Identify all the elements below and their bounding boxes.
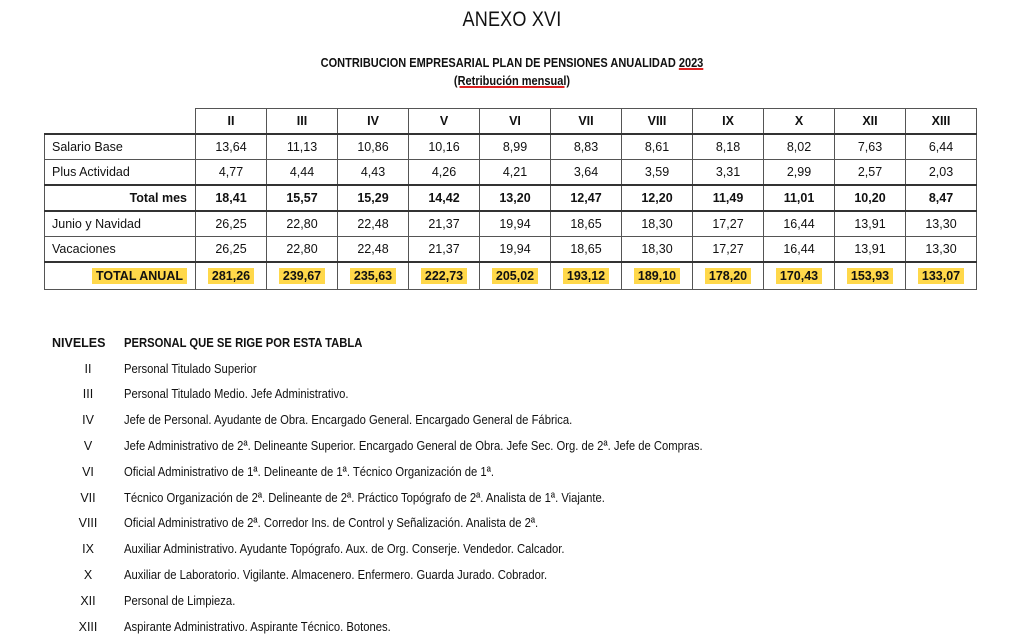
row-label: Plus Actividad <box>45 160 196 186</box>
total-value: 239,67 <box>279 268 325 284</box>
list-item <box>52 536 767 562</box>
level-desc: Oficial Administrativo de 2ª. Corredor Ins. de Control y Señalización. Analista de 2ª. <box>124 516 539 531</box>
table-cell: 18,65 <box>551 237 622 263</box>
level-code: XIII <box>78 619 98 634</box>
table-cell: 13,20 <box>480 185 551 211</box>
table-cell: 18,30 <box>622 237 693 263</box>
total-value: 235,63 <box>350 268 396 284</box>
table-row-salario-base <box>45 134 977 160</box>
table-cell: 8,18 <box>693 134 764 160</box>
table-cell: 22,80 <box>267 237 338 263</box>
level-code: XII <box>80 593 96 608</box>
subtitle-text: (Retribución mensual) <box>453 74 571 88</box>
col-header: IX <box>693 109 764 135</box>
level-desc: Jefe Administrativo de 2ª. Delineante Superior. Encargado General de Obra. Jefe Sec. Org. de 2ª. Jefe de Compras. <box>124 439 703 454</box>
table-cell: 21,37 <box>409 211 480 237</box>
row-label-cell <box>45 262 196 290</box>
table-cell: 15,29 <box>338 185 409 211</box>
table-cell <box>622 262 693 290</box>
table-cell <box>480 262 551 290</box>
document-title <box>61 56 962 70</box>
list-item <box>52 511 767 537</box>
row-label: Salario Base <box>45 134 196 160</box>
table-cell: 7,63 <box>835 134 906 160</box>
table-cell <box>338 262 409 290</box>
table-row-plus-actividad <box>45 160 977 186</box>
level-code: II <box>84 361 92 376</box>
row-label: TOTAL ANUAL <box>92 268 187 284</box>
table-cell: 12,20 <box>622 185 693 211</box>
table-cell: 8,83 <box>551 134 622 160</box>
table-cell: 13,30 <box>906 211 977 237</box>
table-cell: 3,64 <box>551 160 622 186</box>
table-cell: 10,20 <box>835 185 906 211</box>
total-value: 193,12 <box>563 268 609 284</box>
table-cell: 13,91 <box>835 211 906 237</box>
pension-table <box>44 108 977 290</box>
col-header: XII <box>835 109 906 135</box>
table-cell: 26,25 <box>196 237 267 263</box>
level-desc: Personal Titulado Medio. Jefe Administrativo. <box>124 387 349 402</box>
col-header: XIII <box>906 109 977 135</box>
table-cell: 4,43 <box>338 160 409 186</box>
list-item <box>52 407 767 433</box>
table-cell <box>409 262 480 290</box>
table-cell <box>764 262 835 290</box>
level-desc: Auxiliar Administrativo. Ayudante Topógrafo. Aux. de Org. Conserje. Vendedor. Calcador. <box>124 542 565 557</box>
table-cell: 11,13 <box>267 134 338 160</box>
total-value: 205,02 <box>492 268 538 284</box>
col-header: VI <box>480 109 551 135</box>
levels-list <box>52 330 767 640</box>
level-desc: Personal Titulado Superior <box>124 361 257 376</box>
list-item <box>52 614 767 640</box>
table-cell: 18,65 <box>551 211 622 237</box>
table-cell: 11,01 <box>764 185 835 211</box>
table-cell <box>267 262 338 290</box>
table-cell: 10,86 <box>338 134 409 160</box>
col-header: III <box>267 109 338 135</box>
table-cell: 22,48 <box>338 237 409 263</box>
table-cell: 16,44 <box>764 211 835 237</box>
level-code: V <box>83 439 93 454</box>
level-desc: Auxiliar de Laboratorio. Vigilante. Almacenero. Enfermero. Guarda Jurado. Cobrador. <box>124 568 548 583</box>
table-cell: 22,80 <box>267 211 338 237</box>
table-cell: 2,03 <box>906 160 977 186</box>
table-cell: 14,42 <box>409 185 480 211</box>
col-header: V <box>409 109 480 135</box>
table-row-vacaciones <box>45 237 977 263</box>
level-code: IX <box>82 542 94 557</box>
table-cell: 13,91 <box>835 237 906 263</box>
document-subtitle <box>61 74 962 88</box>
level-desc: Personal de Limpieza. <box>124 593 236 608</box>
list-item <box>52 485 767 511</box>
table-cell: 17,27 <box>693 211 764 237</box>
total-value: 133,07 <box>918 268 964 284</box>
table-cell <box>196 262 267 290</box>
col-header: II <box>196 109 267 135</box>
table-cell: 8,47 <box>906 185 977 211</box>
col-header: IV <box>338 109 409 135</box>
table-row-total-mes <box>45 185 977 211</box>
annex-title: ANEXO XVI <box>462 8 562 31</box>
table-cell: 8,61 <box>622 134 693 160</box>
total-value: 170,43 <box>776 268 822 284</box>
level-desc: Oficial Administrativo de 1ª. Delineante de 1ª. Técnico Organización de 1ª. <box>124 464 494 479</box>
table-cell <box>551 262 622 290</box>
levels-header-desc: PERSONAL QUE SE RIGE POR ESTA TABLA <box>124 335 363 350</box>
level-desc: Jefe de Personal. Ayudante de Obra. Encargado General. Encargado General de Fábrica. <box>124 413 573 428</box>
level-code: IV <box>82 413 94 428</box>
table-cell: 26,25 <box>196 211 267 237</box>
table-row-total-anual <box>45 262 977 290</box>
levels-header <box>52 330 767 356</box>
level-desc: Técnico Organización de 2ª. Delineante de 2ª. Práctico Topógrafo de 2ª. Analista de 1ª. Viajante. <box>124 490 605 505</box>
list-item <box>52 562 767 588</box>
level-code: X <box>83 568 93 583</box>
table-cell: 4,77 <box>196 160 267 186</box>
table-cell: 2,99 <box>764 160 835 186</box>
table-cell: 10,16 <box>409 134 480 160</box>
col-header: VII <box>551 109 622 135</box>
table-cell: 8,99 <box>480 134 551 160</box>
title-main: CONTRIBUCION EMPRESARIAL PLAN DE PENSIONES ANUALIDAD <box>320 56 679 70</box>
table-cell <box>693 262 764 290</box>
table-cell: 3,31 <box>693 160 764 186</box>
total-value: 178,20 <box>705 268 751 284</box>
table-cell: 17,27 <box>693 237 764 263</box>
table-cell: 16,44 <box>764 237 835 263</box>
table-cell: 11,49 <box>693 185 764 211</box>
table-cell <box>835 262 906 290</box>
list-item <box>52 588 767 614</box>
table-cell: 12,47 <box>551 185 622 211</box>
table-cell: 19,94 <box>480 211 551 237</box>
table-cell: 2,57 <box>835 160 906 186</box>
level-desc: Aspirante Administrativo. Aspirante Técnico. Botones. <box>124 619 391 634</box>
col-header: VIII <box>622 109 693 135</box>
total-value: 281,26 <box>208 268 254 284</box>
table-cell: 18,41 <box>196 185 267 211</box>
list-item <box>52 356 767 382</box>
total-value: 189,10 <box>634 268 680 284</box>
table-cell: 3,59 <box>622 160 693 186</box>
row-label: Vacaciones <box>45 237 196 263</box>
table-header-row <box>45 109 977 135</box>
level-code: VII <box>80 490 96 505</box>
table-row-junio-navidad <box>45 211 977 237</box>
col-header: X <box>764 109 835 135</box>
table-cell: 13,30 <box>906 237 977 263</box>
table-cell <box>906 262 977 290</box>
table-cell: 13,64 <box>196 134 267 160</box>
level-code: III <box>82 387 94 402</box>
table-cell: 4,26 <box>409 160 480 186</box>
total-value: 153,93 <box>847 268 893 284</box>
table-cell: 4,21 <box>480 160 551 186</box>
table-cell: 15,57 <box>267 185 338 211</box>
level-code: VI <box>82 464 94 479</box>
list-item <box>52 382 767 408</box>
table-cell: 22,48 <box>338 211 409 237</box>
table-cell: 4,44 <box>267 160 338 186</box>
list-item <box>52 433 767 459</box>
table-cell: 6,44 <box>906 134 977 160</box>
level-code: VIII <box>78 516 98 531</box>
title-year: 2023 <box>678 56 704 70</box>
row-label: Total mes <box>45 185 196 211</box>
table-cell: 18,30 <box>622 211 693 237</box>
total-value: 222,73 <box>421 268 467 284</box>
list-item <box>52 459 767 485</box>
table-cell: 19,94 <box>480 237 551 263</box>
levels-header-code: NIVELES <box>52 335 106 350</box>
table-cell: 8,02 <box>764 134 835 160</box>
table-cell: 21,37 <box>409 237 480 263</box>
row-label: Junio y Navidad <box>45 211 196 237</box>
header-blank-cell <box>45 109 196 135</box>
